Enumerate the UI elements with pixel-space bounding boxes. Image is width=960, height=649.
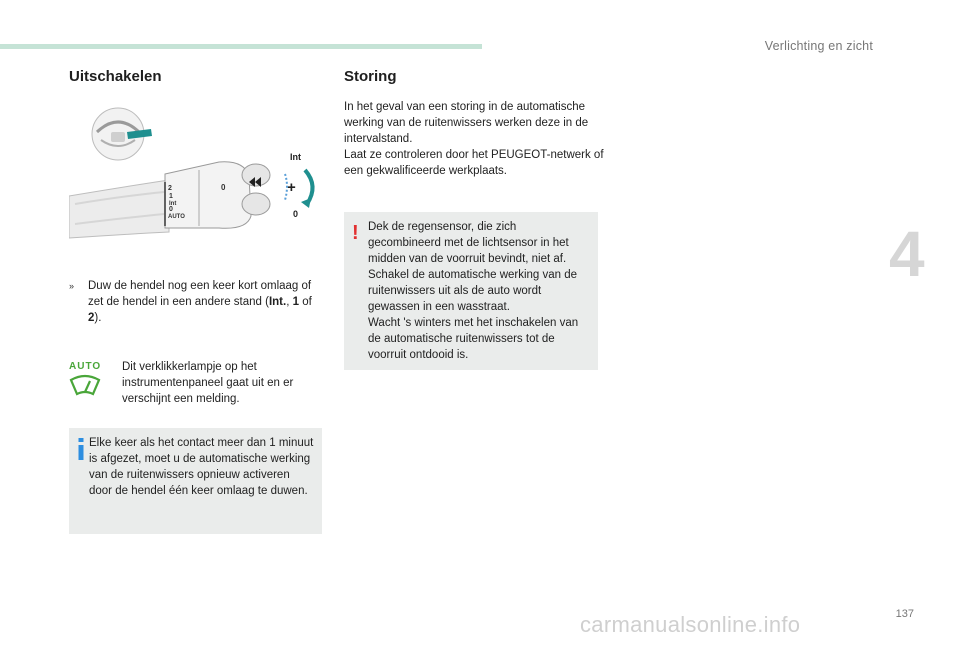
page-number: 137 xyxy=(895,608,914,620)
wiper-icon xyxy=(69,372,101,398)
bullet-arrow-icon: » xyxy=(69,281,75,291)
warning-exclamation-icon: ! xyxy=(352,222,359,244)
svg-text:2: 2 xyxy=(168,185,172,192)
svg-text:0: 0 xyxy=(221,183,226,192)
svg-text:Int: Int xyxy=(169,201,177,207)
storing-text: In het geval van een storing in de automatische werking van de ruitenwissers werken deze in de intervalstand. Laat ze controleren door het PEUGEOT-netwerk of een gekwalificeerde werkplaats. xyxy=(344,101,604,177)
steering-wheel-inset xyxy=(92,108,152,160)
svg-text:0: 0 xyxy=(293,209,299,219)
wiper-stalk-illustration xyxy=(69,104,322,240)
svg-text:0: 0 xyxy=(169,206,173,213)
warning-note-text: Dek de regensensor, die zich gecombineerd met de lichtsensor in het midden van de voorruit bevindt, niet af. Schakel de automatische werking van de ruitenwissers uit als de auto wordt gewassen in een wasstraat. Wacht 's winters met het inschakelen van de automatische ruitenwissers tot de voorruit ontdooid is. xyxy=(368,221,579,361)
heading-uitschakelen: Uitschakelen xyxy=(69,68,162,85)
chapter-number: 4 xyxy=(889,218,925,290)
info-note-text: Elke keer als het contact meer dan 1 minuut is afgezet, moet u de automatische werking van de ruitenwissers opnieuw activeren door de hendel één keer omlaag te duwen. xyxy=(89,437,314,497)
info-icon xyxy=(77,438,85,460)
header-accent-bar xyxy=(0,44,482,49)
stalk-callouts xyxy=(285,152,313,219)
svg-text:Int: Int xyxy=(290,152,301,162)
auto-wiper-warning-lamp-icon xyxy=(69,361,105,403)
svg-text:1: 1 xyxy=(169,193,173,200)
instruction-text: Duw de hendel nog een keer kort omlaag of zet de hendel in een andere stand (Int., 1 of 2). xyxy=(88,280,312,324)
svg-text:AUTO: AUTO xyxy=(168,214,185,220)
instruction-step xyxy=(69,278,324,326)
auto-lamp-label: AUTO xyxy=(69,361,102,372)
watermark: carmanualsonline.info xyxy=(580,612,801,637)
heading-storing: Storing xyxy=(344,68,397,85)
warning-note-box xyxy=(344,212,598,370)
auto-lamp-description: Dit verklikkerlampje op het instrumentenpaneel gaat uit en er verschijnt een melding. xyxy=(122,361,294,405)
section-title: Verlichting en zicht xyxy=(764,39,873,53)
svg-text:+: + xyxy=(287,179,296,196)
info-note-box xyxy=(69,428,322,534)
